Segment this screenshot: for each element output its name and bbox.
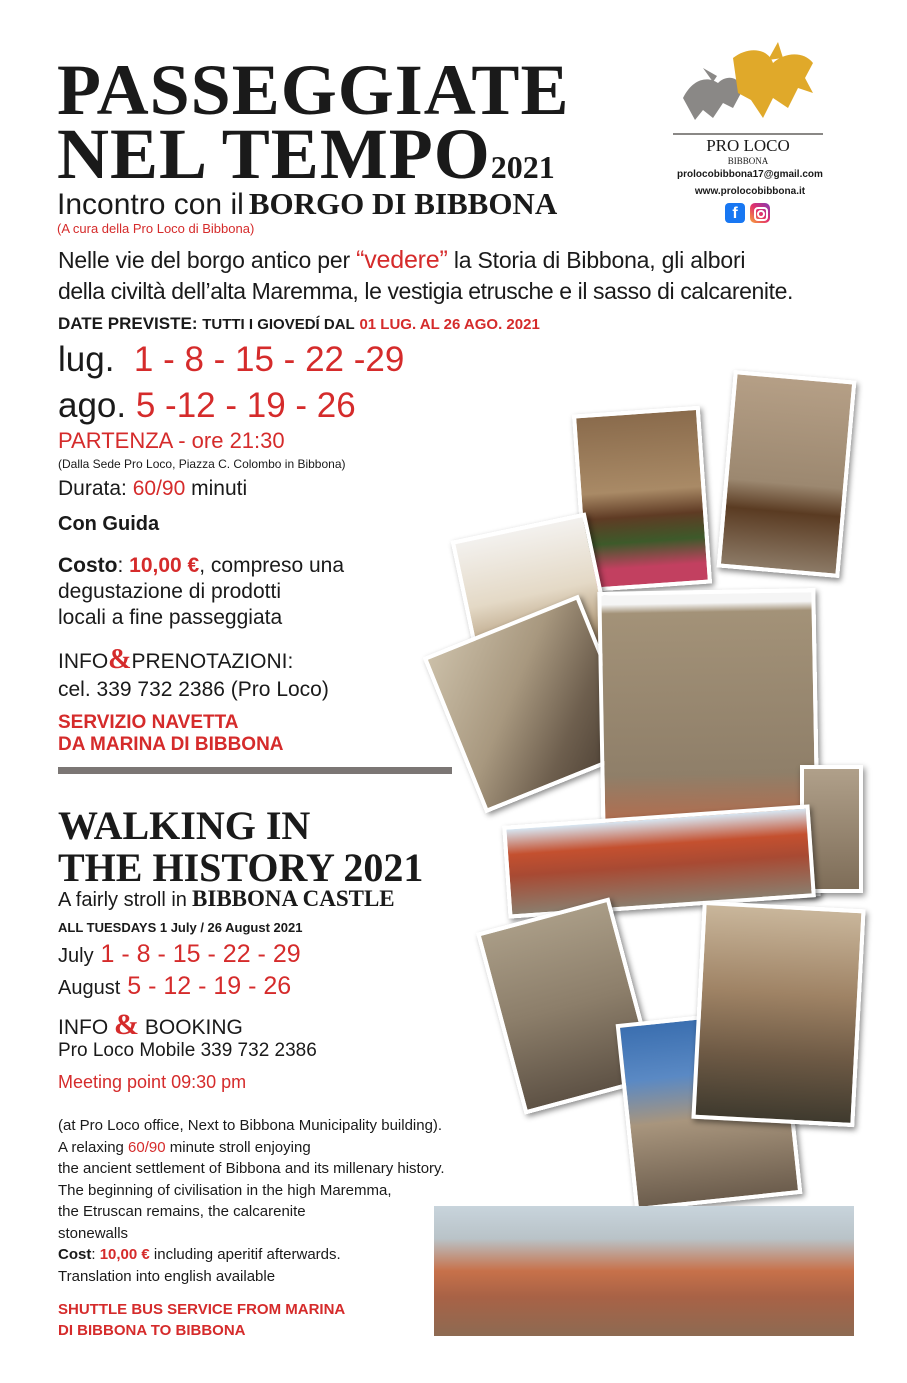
subtitle-bold: BORGO DI BIBBONA — [248, 186, 558, 221]
rooftops-photo — [502, 804, 816, 918]
departure: PARTENZA - ore 21:30 — [58, 428, 285, 453]
intro-line2: della civiltà dell’alta Maremma, le vestigia etrusche e il sasso di calcarenite. — [58, 278, 794, 304]
english-title: WALKING IN THE HISTORY 2021 — [58, 803, 424, 890]
shuttle-it: SERVIZIO NAVETTA DA MARINA DI BIBBONA — [58, 712, 284, 755]
english-description: (at Pro Loco office, Next to Bibbona Municipality building). A relaxing 60/90 minute stroll enjoying the ancient settlement of Bibbona and its millenary history. The beginning of civilisation in the high Maremma, the Etruscan remains, the calcarenite stonewalls Cost: 10,00 € including aperitif afterwards. Translation into english available — [58, 1117, 445, 1285]
logo-email[interactable]: prolocobibbona17@gmail.com — [677, 169, 823, 180]
english-subtitle: A fairly stroll in BIBBONA CASTLE — [58, 886, 395, 911]
curated-by: (A cura della Pro Loco di Bibbona) — [57, 221, 255, 236]
logo-divider — [673, 133, 823, 135]
departure-note: (Dalla Sede Pro Loco, Piazza C. Colombo in Bibbona) — [58, 457, 346, 471]
all-tuesdays: ALL TUESDAYS 1 July / 26 August 2021 — [58, 920, 303, 935]
goats-logo-icon — [673, 38, 823, 130]
info-booking-en: INFO & BOOKING — [58, 1008, 243, 1041]
lug-dates: lug. 1 - 8 - 15 - 22 -29 — [58, 340, 405, 379]
intro-quote: “vedere” — [356, 246, 448, 274]
instagram-icon[interactable] — [750, 203, 770, 223]
ago-dates: ago. 5 -12 - 19 - 26 — [58, 386, 356, 425]
info-booking-it: INFO&PRENOTAZIONI: — [58, 644, 294, 675]
logo-name: PRO LOCO — [706, 136, 790, 155]
village-panorama-photo — [434, 1206, 854, 1336]
main-title-line2-row — [57, 114, 555, 194]
july-dates: July 1 - 8 - 15 - 22 - 29 — [58, 940, 301, 968]
subtitle-lead: Incontro con il — [57, 188, 244, 221]
shuttle-en: SHUTTLE BUS SERVICE FROM MARINA DI BIBBONA TO BIBBONA — [58, 1301, 346, 1339]
meeting-point: Meeting point 09:30 pm — [58, 1072, 247, 1092]
dates-range: DATE PREVISTE: TUTTI I GIOVEDÍ DAL 01 LUG. AL 26 AGO. 2021 — [58, 314, 540, 333]
pro-loco-logo — [665, 38, 835, 233]
facebook-icon[interactable]: f — [725, 203, 745, 223]
section-divider — [58, 767, 452, 774]
main-title-year: 2021 — [490, 149, 555, 185]
arch-street-photo — [691, 901, 865, 1127]
intro-line1: Nelle vie del borgo antico per “vedere” la Storia di Bibbona, gli albori — [58, 246, 746, 274]
mobile-en[interactable]: Pro Loco Mobile 339 732 2386 — [58, 1040, 317, 1061]
main-title-line2: NEL TEMPO — [57, 114, 491, 194]
logo-website[interactable]: www.prolocobibbona.it — [694, 186, 806, 197]
duration: Durata: 60/90 minuti — [58, 477, 248, 500]
august-dates: August 5 - 12 - 19 - 26 — [58, 972, 292, 1000]
phone-it[interactable]: cel. 339 732 2386 (Pro Loco) — [58, 678, 329, 701]
logo-town: BIBBONA — [727, 156, 769, 166]
cost-block: Costo: 10,00 €, compreso una degustazione di prodotti locali a fine passeggiata — [58, 554, 344, 629]
subtitle — [57, 186, 557, 222]
guide: Con Guida — [58, 513, 160, 535]
church-facade-photo — [717, 370, 857, 578]
main-title-line1: PASSEGGIATE — [57, 50, 570, 130]
